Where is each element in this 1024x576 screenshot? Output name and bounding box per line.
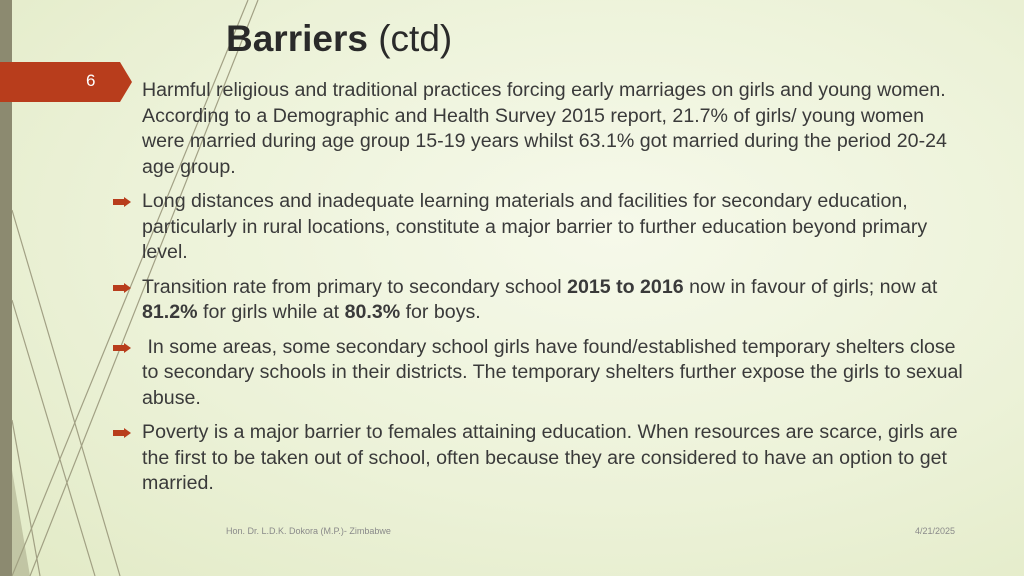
slide-title bbox=[226, 18, 452, 60]
list-item bbox=[113, 420, 963, 497]
list-item bbox=[113, 275, 963, 326]
bullet-text: In some areas, some secondary school girls have found/established temporary shelters close to secondary schools in their districts. The temporary shelters further expose the girls to sexual abuse. bbox=[142, 335, 969, 409]
bold-segment: 2015 to 2016 bbox=[567, 275, 684, 298]
list-item bbox=[113, 78, 963, 180]
footer-author: Hon. Dr. L.D.K. Dokora (M.P.)- Zimbabwe bbox=[226, 526, 391, 536]
arrow-right-icon bbox=[113, 197, 131, 207]
title-sub: (ctd) bbox=[378, 18, 453, 59]
arrow-right-icon bbox=[113, 428, 131, 438]
bullet-text: Harmful religious and traditional practices forcing early marriages on girls and young women. According to a Demographic and Health Survey 2015 report, 21.7% of girls/ young women were married during age group 15-19 years whilst 63.1% got married during the period 20-24 age group. bbox=[142, 79, 947, 178]
arrow-right-icon bbox=[113, 343, 131, 353]
bold-segment: 81.2% bbox=[142, 301, 198, 323]
arrow-right-icon bbox=[113, 283, 131, 293]
bold-segment: 80.3% bbox=[344, 301, 401, 323]
bullet-text: Long distances and inadequate learning materials and facilities for secondary education, particularly in rural locations, constitute a major barrier to further education beyond primary level. bbox=[142, 190, 928, 263]
bullet-text: Poverty is a major barrier to females attaining education. When resources are scarce, girls are the first to be taken out of school, often because they are considered to have an option to get married. bbox=[142, 421, 958, 494]
bullet-text bbox=[142, 276, 937, 324]
footer-date: 4/21/2025 bbox=[915, 526, 956, 536]
text-segment: for girls while at bbox=[197, 301, 345, 323]
bullet-list bbox=[113, 78, 969, 506]
list-item bbox=[113, 189, 963, 266]
text-segment: now in favour of girls; now at bbox=[683, 275, 938, 298]
text-segment: for boys. bbox=[400, 301, 481, 323]
title-main: Barriers bbox=[226, 18, 368, 59]
text-segment: Transition rate from primary to secondary school bbox=[142, 275, 568, 298]
list-item bbox=[113, 335, 969, 412]
slide-number: 6 bbox=[86, 71, 96, 90]
